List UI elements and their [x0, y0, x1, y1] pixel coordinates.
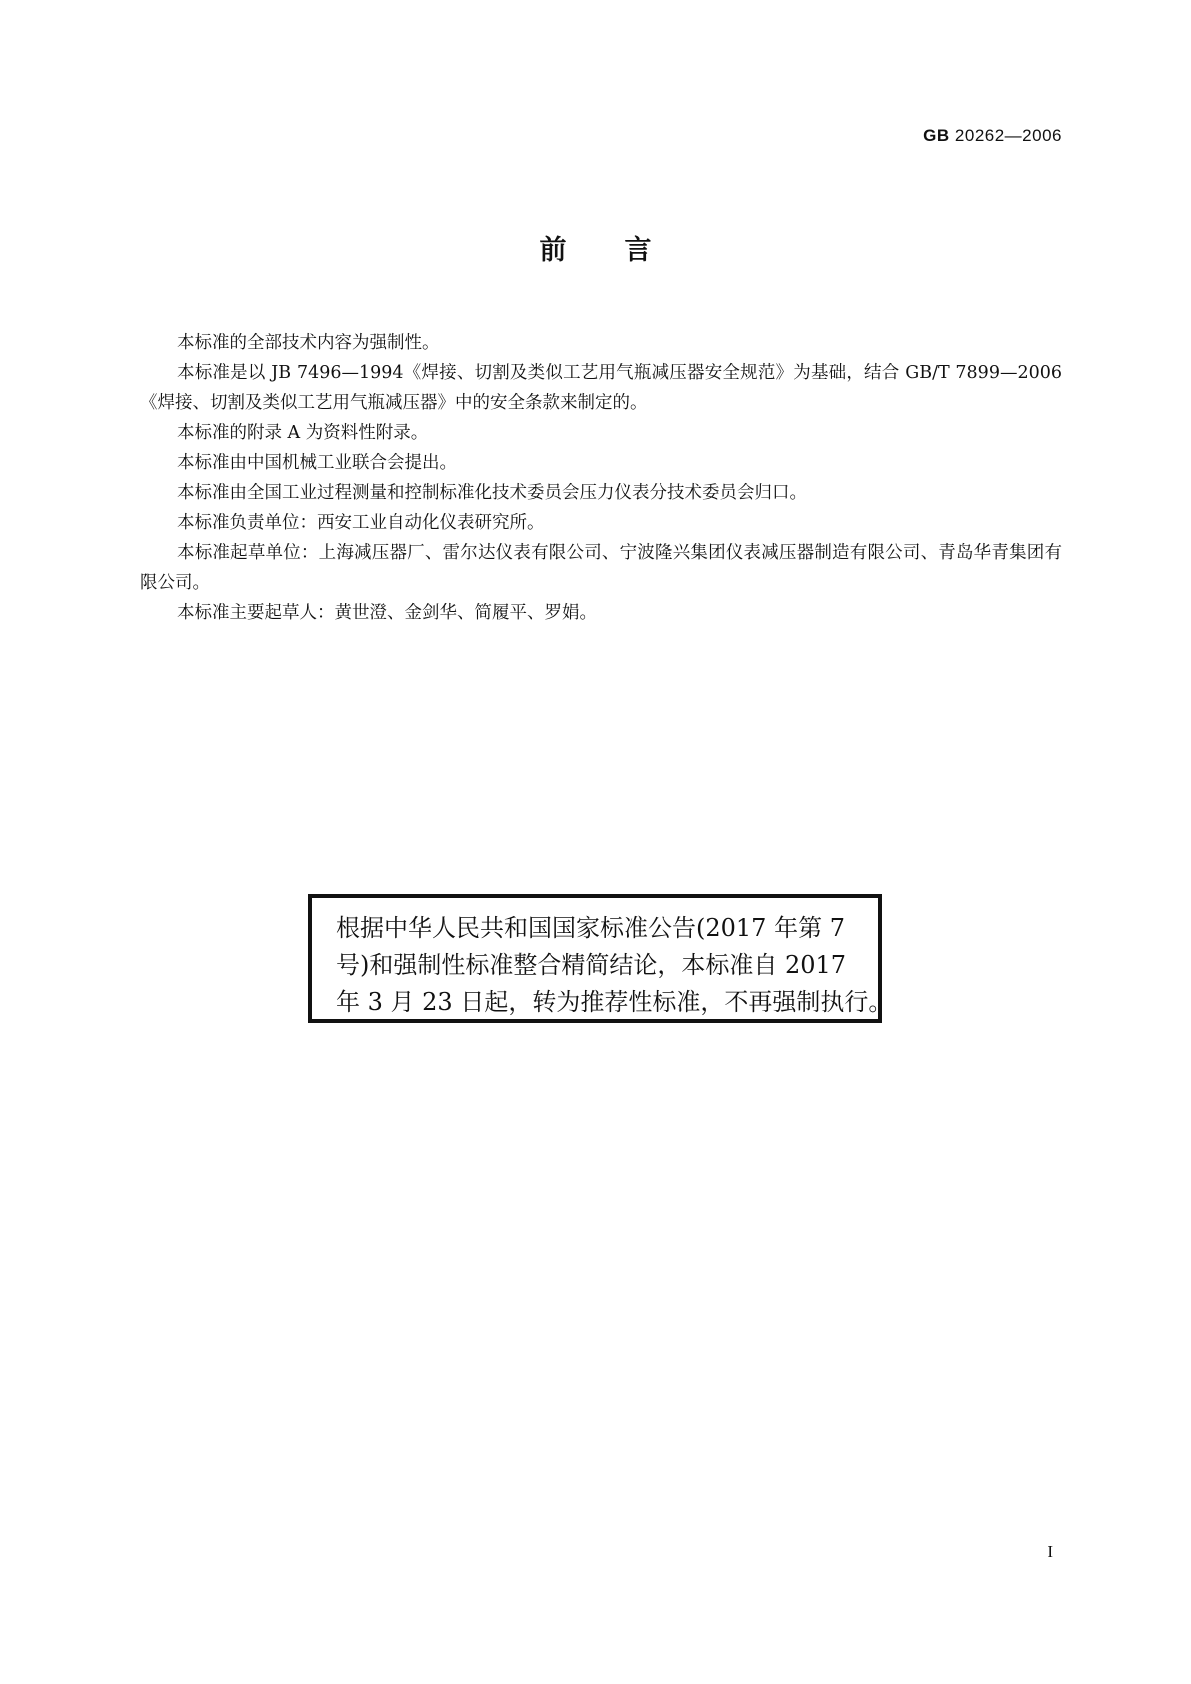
- page-title: 前言: [539, 235, 710, 266]
- standard-code: [923, 126, 1062, 146]
- notice-line: 号)和强制性标准整合精简结论，本标准自 2017: [336, 951, 847, 979]
- standard-code-prefix: GB: [923, 126, 950, 145]
- paragraph-responsible-unit: 本标准负责单位：西安工业自动化仪表研究所。: [177, 513, 545, 533]
- page-number: I: [1047, 1542, 1053, 1561]
- foreword-body: [140, 328, 1062, 628]
- paragraph-proposer: 本标准由中国机械工业联合会提出。: [177, 453, 457, 473]
- notice-line: 年 3 月 23 日起，转为推荐性标准，不再强制执行。: [336, 988, 893, 1016]
- paragraph-drafting-units: 本标准起草单位：上海减压器厂、雷尔达仪表有限公司、宁波隆兴集团仪表减压器制造有限公司、青岛华青集团有限公司。: [140, 543, 1062, 593]
- standard-code-number: 20262—2006: [954, 126, 1062, 145]
- paragraph-appendix: 本标准的附录 A 为资料性附录。: [177, 423, 429, 443]
- paragraph-mandatory: 本标准的全部技术内容为强制性。: [177, 333, 440, 353]
- paragraph-committee: 本标准由全国工业过程测量和控制标准化技术委员会压力仪表分技术委员会归口。: [177, 483, 807, 503]
- notice-line: 根据中华人民共和国国家标准公告(2017 年第 7: [336, 914, 845, 942]
- notice-box: [308, 894, 893, 1023]
- paragraph-basis: 本标准是以 JB 7496—1994《焊接、切割及类似工艺用气瓶减压器安全规范》为基础，结合 GB/T 7899—2006《焊接、切割及类似工艺用气瓶减压器》中的安全条款来制定的。: [140, 363, 1062, 413]
- paragraph-drafters: 本标准主要起草人：黄世澄、金剑华、简履平、罗娟。: [177, 603, 597, 623]
